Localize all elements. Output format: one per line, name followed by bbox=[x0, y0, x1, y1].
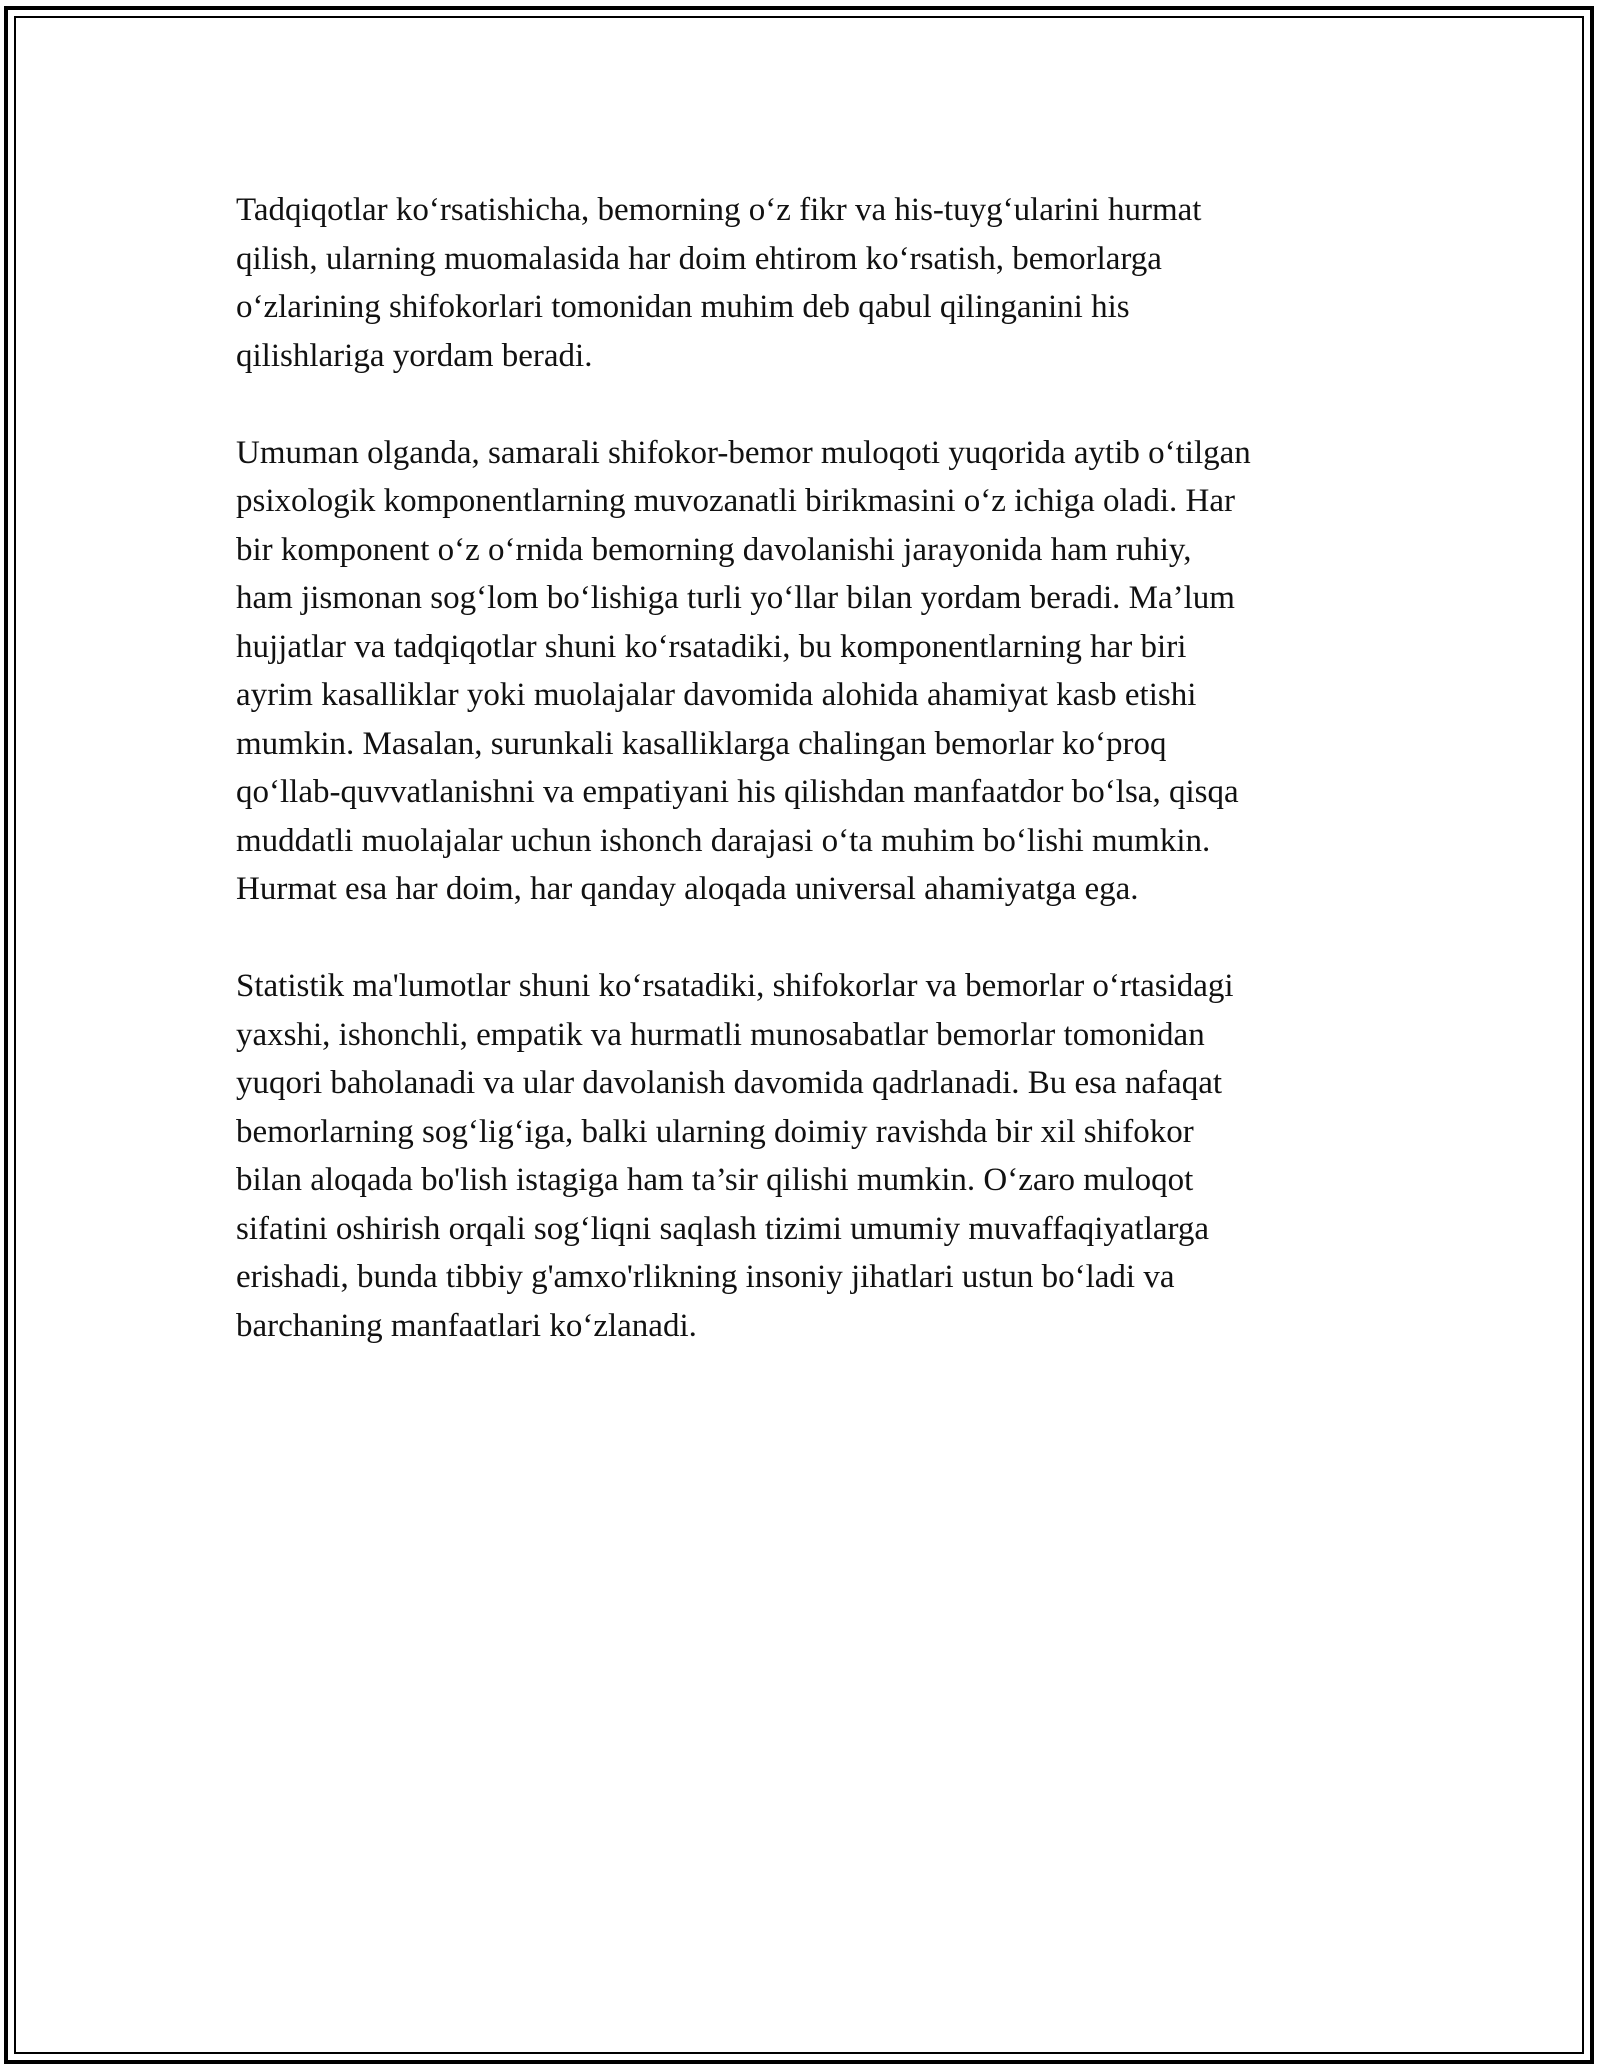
text-line: qilishlariga yordam beradi. bbox=[236, 337, 593, 374]
text-line: hujjatlar va tadqiqotlar shuni koʻrsatadiki, bu komponentlarning har biri bbox=[236, 628, 1187, 665]
paragraph-2 bbox=[236, 429, 1386, 914]
text-line: psixologik komponentlarning muvozanatli birikmasini oʻz ichiga oladi. Har bbox=[236, 483, 1235, 519]
text-line: ayrim kasalliklar yoki muolajalar davomida alohida ahamiyat kasb etishi bbox=[236, 677, 1197, 713]
text-line: yaxshi, ishonchli, empatik va hurmatli munosabatlar bemorlar tomonidan bbox=[236, 1016, 1205, 1053]
text-line: Hurmat esa har doim, har qanday aloqada universal ahamiyatga ega. bbox=[236, 871, 1139, 907]
text-line: muddatli muolajalar uchun ishonch darajasi oʻta muhim boʻlishi mumkin. bbox=[236, 822, 1211, 859]
paragraph-1 bbox=[236, 186, 1386, 380]
text-line: Umuman olganda, samarali shifokor-bemor muloqoti yuqorida aytib oʻtilgan bbox=[236, 434, 1251, 471]
text-line: qoʻllab-quvvatlanishni va empatiyani his qilishdan manfaatdor boʻlsa, qisqa bbox=[236, 774, 1239, 810]
text-line: bilan aloqada bo'lish istagiga ham ta’sir qilishi mumkin. Oʻzaro muloqot bbox=[236, 1162, 1194, 1198]
text-line: Statistik ma'lumotlar shuni koʻrsatadiki, shifokorlar va bemorlar oʻrtasidagi bbox=[236, 968, 1234, 1004]
paragraph-3 bbox=[236, 962, 1386, 1350]
text-line: sifatini oshirish orqali sogʻliqni saqlash tizimi umumiy muvaffaqiyatlarga bbox=[236, 1210, 1210, 1247]
text-line: bemorlarning sogʻligʻiga, balki ularning doimiy ravishda bir xil shifokor bbox=[236, 1113, 1194, 1150]
text-line: mumkin. Masalan, surunkali kasalliklarga chalingan bemorlar koʻproq bbox=[236, 725, 1167, 762]
text-line: erishadi, bunda tibbiy g'amxo'rlikning insoniy jihatlari ustun boʻladi va bbox=[236, 1259, 1175, 1295]
text-line: qilish, ularning muomalasida har doim ehtirom koʻrsatish, bemorlarga bbox=[236, 240, 1162, 277]
text-line: barchaning manfaatlari koʻzlanadi. bbox=[236, 1307, 697, 1344]
text-line: yuqori baholanadi va ular davolanish davomida qadrlanadi. Bu esa nafaqat bbox=[236, 1065, 1223, 1101]
document-body bbox=[236, 186, 1386, 1399]
text-line: oʻzlarining shifokorlari tomonidan muhim deb qabul qilinganini his bbox=[236, 289, 1130, 325]
text-line: bir komponent oʻz oʻrnida bemorning davolanishi jarayonida ham ruhiy, bbox=[236, 531, 1192, 568]
text-line: ham jismonan sogʻlom boʻlishiga turli yoʻllar bilan yordam beradi. Ma’lum bbox=[236, 580, 1235, 616]
text-line: Tadqiqotlar koʻrsatishicha, bemorning oʻz fikr va his-tuygʻularini hurmat bbox=[236, 192, 1202, 228]
